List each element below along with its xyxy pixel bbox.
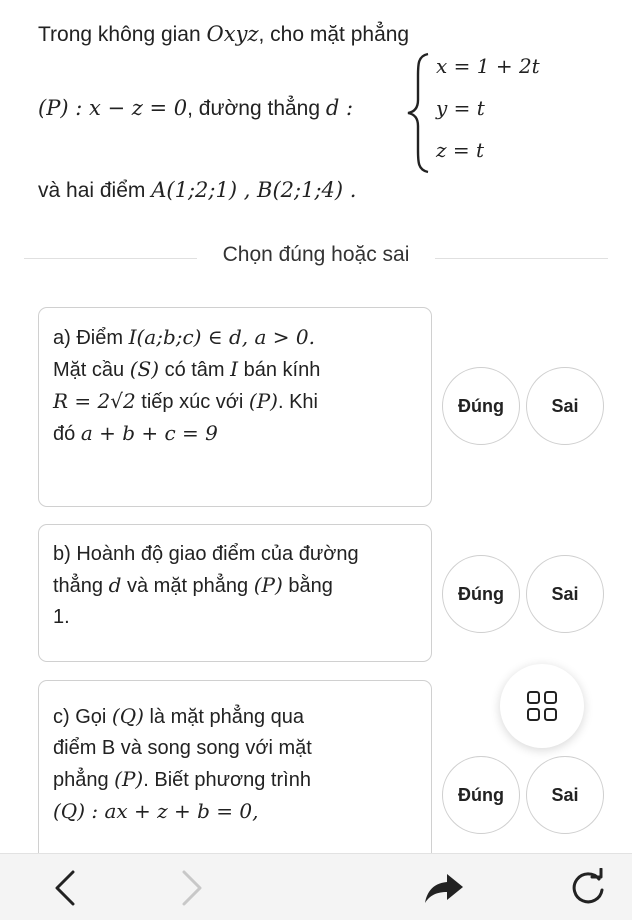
grid-icon (525, 689, 559, 723)
statement-c-true-button[interactable]: Đúng (442, 756, 520, 834)
statement-b-card (38, 524, 432, 662)
statement-c-line-2: điểm B và song song với mặt (53, 737, 312, 759)
statement-b-line-3: 1. (53, 606, 70, 628)
plane-text: , đường thẳng (187, 97, 326, 120)
chevron-right-icon (176, 868, 206, 908)
statement-a-true-button[interactable]: Đúng (442, 367, 520, 445)
statement-c-false-button[interactable]: Sai (526, 756, 604, 834)
plane-equation: (P) : x − z = 0 (38, 96, 188, 120)
browser-nav-bar (0, 853, 632, 920)
statement-a-line-3: R = 2√2 tiếp xúc với (P). Khi (53, 389, 318, 413)
statement-c-line-1: c) Gọi (Q) là mặt phẳng qua (53, 704, 305, 728)
left-brace-icon (406, 52, 432, 174)
statement-b-false-button[interactable]: Sai (526, 555, 604, 633)
system-eq-x: x = 1 + 2t (436, 54, 540, 78)
line-label: d : (325, 96, 354, 120)
statement-a-false-button[interactable]: Sai (526, 367, 604, 445)
statement-c-line-3: phẳng (P). Biết phương trình (53, 767, 311, 791)
grid-menu-button[interactable] (500, 664, 584, 748)
line-parametric-system (406, 52, 596, 174)
system-eq-y: y = t (436, 96, 485, 120)
forward-button[interactable] (165, 862, 217, 914)
points-text: và hai điểm (38, 179, 152, 202)
system-eq-z: z = t (436, 138, 485, 162)
reload-icon (568, 868, 608, 908)
back-button[interactable] (40, 862, 92, 914)
statement-b-line-2: thẳng d và mặt phẳng (P) bằng (53, 573, 333, 597)
intro-text: Trong không gian (38, 23, 207, 46)
points-math: A(1;2;1) , B(2;1;4) . (151, 178, 357, 202)
points-definition (38, 178, 356, 203)
statement-b-true-button[interactable]: Đúng (442, 555, 520, 633)
statement-c-card (38, 680, 432, 870)
statement-a-line-2: Mặt cầu (S) có tâm I bán kính (53, 357, 321, 381)
plane-definition (38, 96, 353, 121)
reload-button[interactable] (562, 862, 614, 914)
intro-end-text: , cho mặt phẳng (258, 23, 410, 46)
section-title: Chọn đúng hoặc sai (0, 243, 632, 267)
statement-a-card (38, 307, 432, 507)
statement-c-line-4: (Q) : ax + z + b = 0, (53, 799, 259, 823)
statement-b-line-1: b) Hoành độ giao điểm của đường (53, 543, 359, 565)
share-arrow-icon (423, 870, 465, 906)
statement-a-line-1: a) Điểm I(a;b;c) ∈ d, a > 0. (53, 325, 316, 349)
chevron-left-icon (51, 868, 81, 908)
intro-math: Oxyz (206, 22, 259, 46)
problem-intro (38, 22, 409, 47)
share-button[interactable] (418, 862, 470, 914)
statement-a-line-4: đó a + b + c = 9 (53, 421, 218, 445)
